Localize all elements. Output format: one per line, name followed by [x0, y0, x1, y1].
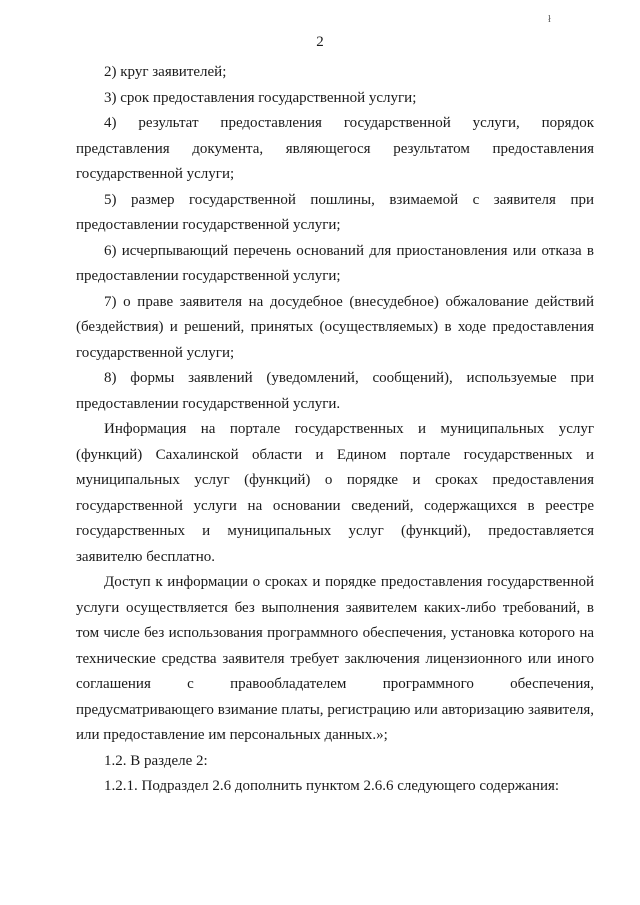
list-item-4: 4) результат предоставления государственной услуги, порядок представления документа, являющегося результатом предоставления государственной услуги;: [76, 115, 594, 182]
list-item-3: 3) срок предоставления государственной услуги;: [104, 89, 417, 106]
info-paragraph: Информация на портале государственных и муниципальных услуг (функций) Сахалинской области и Едином портале государственных и муниципальных услуг (функций) о порядке и сроках предоставления государственной услуги на основании сведений, содержащихся в реестре государственных и муниципальных услуг (функций), предоставляется заявителю бесплатно.: [76, 421, 594, 565]
list-item-8: 8) формы заявлений (уведомлений, сообщений), используемые при предоставлении государственной услуги.: [76, 370, 594, 412]
section-heading-1-2: 1.2. В разделе 2:: [104, 752, 208, 769]
list-item-2: 2) круг заявителей;: [104, 64, 227, 80]
section-item-1-2-1: 1.2.1. Подраздел 2.6 дополнить пунктом 2.6.6 следующего содержания:: [104, 778, 560, 794]
page-number: 2: [316, 34, 324, 50]
access-paragraph: Доступ к информации о сроках и порядке предоставления государственной услуги осуществляется без выполнения заявителем каких-либо требований, в том числе без использования программного обеспечения, установка которого на технические средства заявителя требует заключения лицензионного или иного соглашения с правообладателем программного обеспечения, предусматривающего взимание платы, регистрацию или авторизацию заявителя, или предоставление им персональных данных.»;: [76, 574, 594, 743]
corner-mark: ł: [548, 14, 551, 25]
document-body: [76, 60, 594, 800]
list-item-5: 5) размер государственной пошлины, взимаемой с заявителя при предоставлении государственной услуги;: [76, 191, 594, 233]
list-item-6: 6) исчерпывающий перечень оснований для приостановления или отказа в предоставлении государственной услуги;: [76, 242, 594, 284]
list-item-7: 7) о праве заявителя на досудебное (внесудебное) обжалование действий (бездействия) и решений, принятых (осуществляемых) в ходе предоставления государственной услуги;: [76, 293, 594, 361]
